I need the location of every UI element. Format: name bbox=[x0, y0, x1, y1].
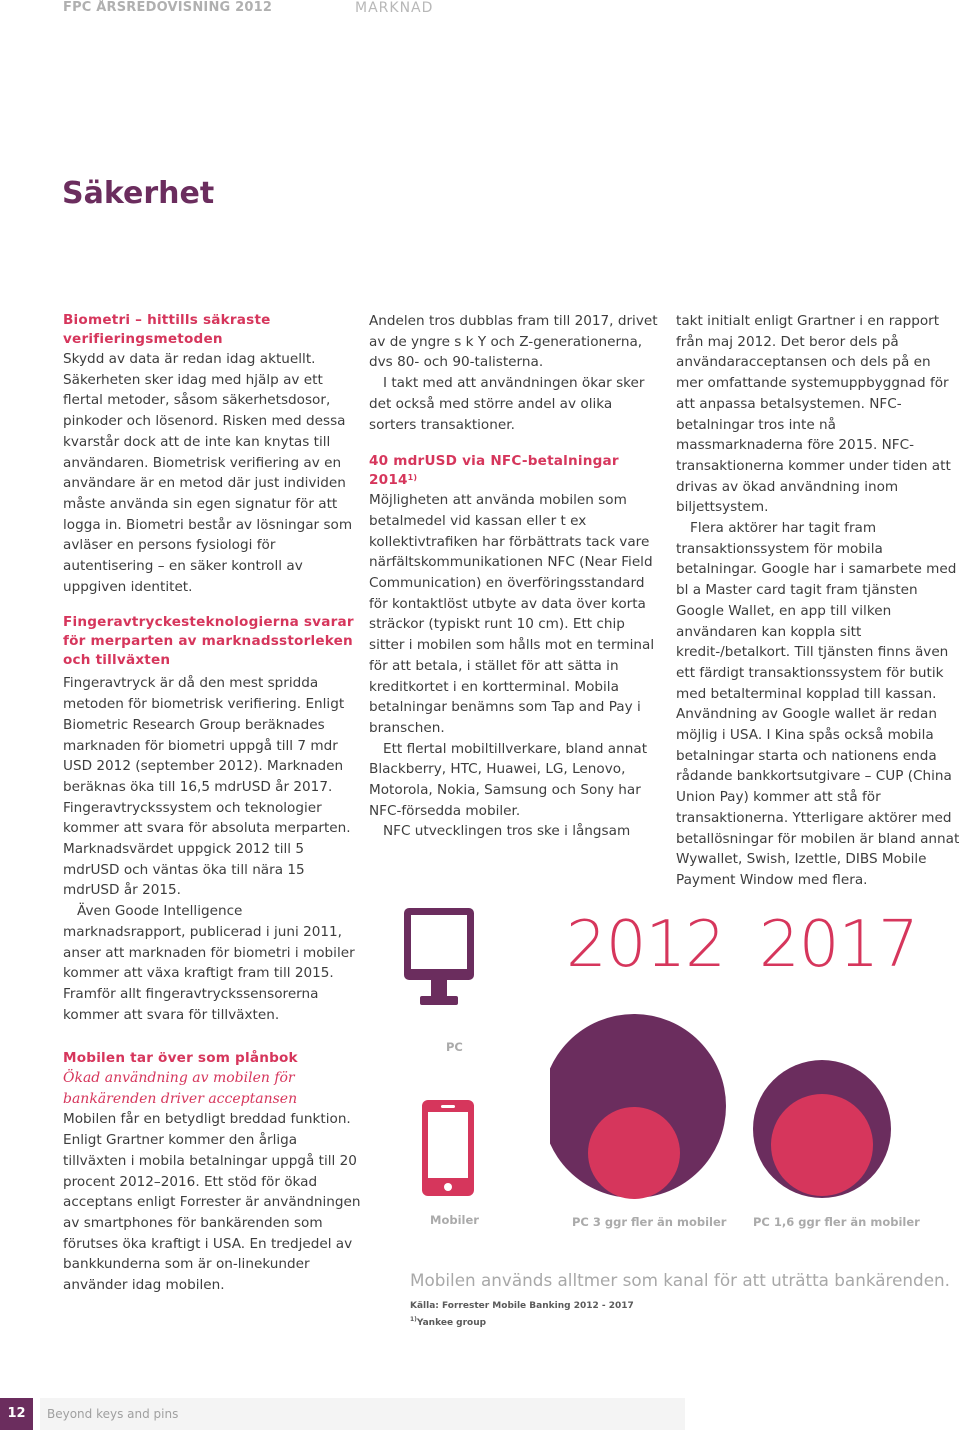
mobile-circle-2017 bbox=[771, 1094, 873, 1196]
column-1 bbox=[63, 311, 363, 1025]
page-title: Säkerhet bbox=[62, 176, 215, 211]
paragraph: Fingeravtryck är då den mest spridda metoden för biometrisk verifiering. Enligt Biometric Research Group beräknades marknaden för biometri uppgå till 7 mdr USD 2012 (september 2012). Marknaden beräknas öka till 16,5 mdrUSD år 2017. Fingeravtryckssystem och teknologier kommer att svara för absoluta merparten. Marknadsvärdet uppgick 2012 till 5 mdrUSD och väntas öka till nära 15 mdrUSD år 2015. bbox=[63, 675, 351, 899]
column-3 bbox=[676, 311, 960, 891]
paragraph: Även Goode Intelligence marknadsrapport, publicerad i juni 2011, anser att marknaden för biometri i mobiler kommer att växa kraftigt fram till 2015. Framför allt fingeravtryckssensorerna kommer att svara för tillväxten. bbox=[63, 903, 355, 1023]
ratio-2012: PC 3 ggr fler än mobiler bbox=[572, 1215, 727, 1229]
heading-fingeravtryck: Fingeravtryckesteknologierna svarar för merparten av marknadsstorleken och tillväxten bbox=[63, 614, 354, 669]
subheading-mobilen: Ökad användning av mobilen för bankärenden driver acceptansen bbox=[63, 1070, 298, 1107]
infographic-caption: Mobilen används alltmer som kanal för att uträtta bankärenden. bbox=[410, 1270, 950, 1290]
mobile-label: Mobiler bbox=[430, 1213, 479, 1227]
paragraph: Ett flertal mobiltillverkare, bland annat Blackberry, HTC, Huawei, LG, Lenovo, Motorola, Nokia, Samsung och Sony har NFC-försedda mobiler. bbox=[369, 740, 648, 819]
paragraph: Flera aktörer har tagit fram transaktionssystem för mobila betalningar. Google har i samarbete med bl a Master card tagit fram tjänsten Google Wallet, en app till vilken användaren kan koppla sitt kredit-/betalkort. Till tjänsten finns även ett färdigt transaktionssystem för butik med betalterminal kopplad till kassan. Användning av Google wallet är redan möjlig i USA. I Kina spås också mobila betalningar starta och nationens enda rådande bankkortsutgivare – CUP (China Union Pay) kommer att stå för transaktionerna. Ytterligare aktörer med betallösningar för mobilen är bland annat Wywallet, Swish, Izettle, DIBS Mobile Payment Window med flera. bbox=[676, 520, 960, 888]
heading-nfc-text: 40 mdrUSD via NFC-betalningar 2014 bbox=[369, 453, 619, 489]
mobile-circle-2012 bbox=[588, 1107, 680, 1199]
footnote-text: Yankee group bbox=[416, 1318, 487, 1328]
paragraph: I takt med att användningen ökar sker det också med större andel av olika sorters transaktioner. bbox=[369, 375, 645, 433]
heading-biometri: Biometri – hittills säkraste verifieringsmetoden bbox=[63, 312, 271, 347]
heading-mobilen: Mobilen tar över som plånbok bbox=[63, 1050, 298, 1066]
section-header: MARKNAD bbox=[355, 0, 434, 16]
ratio-2017: PC 1,6 ggr fler än mobiler bbox=[753, 1215, 920, 1229]
paragraph: Andelen tros dubblas fram till 2017, drivet av de yngre s k Y och Z-generationerna, dvs 80- och 90-talisterna. bbox=[369, 313, 658, 371]
footnote bbox=[410, 1318, 486, 1328]
paragraph: takt initialt enligt Grartner i en rapport från maj 2012. Det beror dels på användaracceptansen och dels på en mer omfattande systemuppbyggnad för att anpassa betalsystemen. NFC-betalningar tros inte nå massmarknaderna före 2015. NFC-transaktionerna kommer under tiden att drivas av ökad användning inom biljettsystem. bbox=[676, 313, 951, 516]
report-header: FPC ÅRSREDOVISNING 2012 bbox=[63, 0, 273, 15]
pc-label: PC bbox=[446, 1040, 463, 1054]
comparison-circles bbox=[550, 990, 930, 1210]
column-1-lower bbox=[63, 1049, 363, 1296]
footnote-marker: 1) bbox=[410, 1316, 417, 1323]
year-2012: 2012 bbox=[566, 908, 725, 982]
page-number: 12 bbox=[0, 1398, 33, 1430]
pc-icon bbox=[404, 908, 474, 1008]
paragraph: Skydd av data är redan idag aktuellt. Säkerheten sker idag med hjälp av ett flertal metoder, såsom säkerhetsdosor, pinkoder och lösenord. Risken med dessa kvarstår dock att de inte kan knytas till användaren. Biometrisk verifiering av en användare är en metod där just individen måste använda sin egen signatur för att logga in. Biometri består av lösningar som avläser en persons fysiologi för autentisering – en säker kontroll av uppgiven identitet. bbox=[63, 351, 353, 595]
column-2 bbox=[369, 311, 661, 842]
year-2017: 2017 bbox=[759, 908, 918, 982]
paragraph: Mobilen får en betydligt breddad funktion. Enligt Grartner kommer den årliga tillväxten i mobila betalningar uppgå till 20 procent 2012–2016. Ett stöd för ökad acceptans enligt Forrester är användningen av smartphones för bankärenden som förutses öka kraftigt i USA. En tredjedel av bankkunderna som är on-linekunder använder idag mobilen. bbox=[63, 1111, 361, 1294]
heading-nfc bbox=[369, 452, 661, 490]
source-note: Källa: Forrester Mobile Banking 2012 - 2017 bbox=[410, 1301, 634, 1311]
paragraph: Möjligheten att använda mobilen som betalmedel vid kassan eller t ex kollektivtrafiken har förbättrats tack vare närfältskommunikationen NFC (Near Field Communication) en överföringsstandard för kontaktlöst utbyte av data över korta sträckor (typiskt runt 10 cm). Ett chip sitter i mobilen som hålls mot en terminal för att betala, i stället för att sätta in kreditkortet i en kortterminal. Mobila betalningar benämns som Tap and Pay i branschen. bbox=[369, 492, 655, 736]
paragraph: NFC utvecklingen tros ske i långsam bbox=[383, 823, 631, 840]
footnote-marker: 1) bbox=[407, 473, 418, 483]
footer-text: Beyond keys and pins bbox=[47, 1407, 179, 1421]
mobile-icon bbox=[422, 1100, 474, 1196]
